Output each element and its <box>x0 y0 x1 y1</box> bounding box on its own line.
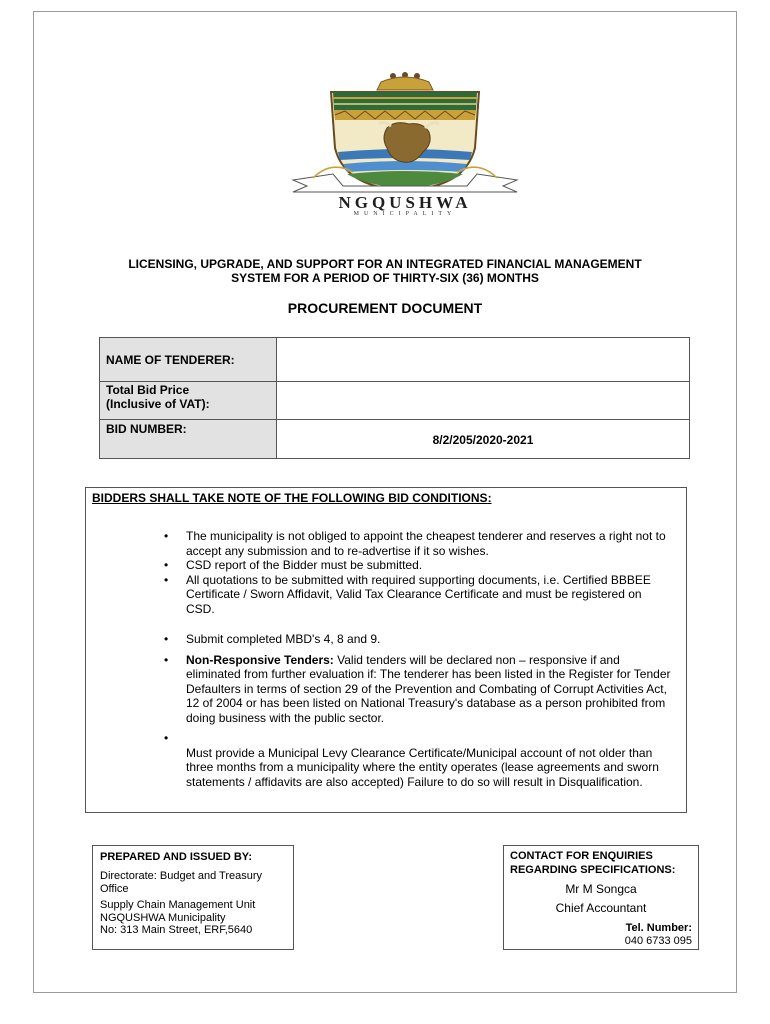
prepared-line-2: Supply Chain Management Unit <box>100 899 256 911</box>
bid-conditions-box <box>85 487 687 813</box>
crest-name-text: NGQUSHWA <box>338 193 472 212</box>
table-row-bid-number <box>100 420 690 459</box>
non-responsive-heading: Non-Responsive Tenders: <box>186 652 334 667</box>
levy-clearance-text: Must provide a Municipal Levy Clearance Certificate/Municipal account of not older than three months from a municipality where the entity operates (lease agreements and sworn statements / affidavits are also accepted) Failure to do so will result in Disqualification. <box>186 745 659 789</box>
bid-price-label-line2: (Inclusive of VAT): <box>106 397 210 411</box>
crest-subtitle-text: MUNICIPALITY <box>353 211 457 217</box>
contact-box <box>503 845 699 950</box>
prepared-line-3: NGQUSHWA Municipality <box>100 911 226 924</box>
title-line-2: SYSTEM FOR A PERIOD OF THIRTY-SIX (36) MONTHS <box>231 271 539 285</box>
tenderer-value-field[interactable] <box>277 338 690 382</box>
municipal-crest-logo <box>283 68 527 218</box>
conditions-list <box>186 529 672 789</box>
tel-label: Tel. Number: <box>625 922 692 934</box>
non-responsive-text: Valid tenders will be declared non – responsive if and eliminated from further evaluation if: The tenderer has been listed in the Register for Tender Defaulters in terms of section 29 of the Prevention and Combating of Corrupt Activities Act, 12 of 2004 or has been listed on National Treasury's database as a person prohibited from doing business with the public sector. <box>186 652 671 725</box>
tenderer-label: NAME OF TENDERER: <box>100 338 277 382</box>
crest-icon <box>283 68 527 193</box>
list-item: • All quotations to be submitted with required supporting documents, i.e. Certified BBBEE Certificate / Sworn Affidavit, Valid Tax Clearance Certificate and must be registered on CSD. <box>186 573 672 617</box>
bid-price-label <box>100 382 277 420</box>
list-item: • CSD report of the Bidder must be submitted. <box>186 558 672 573</box>
prepared-heading: PREPARED AND ISSUED BY: <box>100 851 252 863</box>
contact-name: Mr M Songca <box>565 882 637 896</box>
document-title <box>83 257 687 285</box>
list-item <box>186 653 672 726</box>
prepared-line-4: No: 313 Main Street, ERF,5640 <box>100 924 253 936</box>
tel-value: 040 6733 095 <box>624 934 692 947</box>
title-line-1: LICENSING, UPGRADE, AND SUPPORT FOR AN INTEGRATED FINANCIAL MANAGEMENT <box>128 257 642 271</box>
contact-heading: CONTACT FOR ENQUIRIES REGARDING SPECIFICATIONS: <box>510 850 676 876</box>
bid-number-value: 8/2/205/2020-2021 <box>277 420 690 459</box>
conditions-heading-text: BIDDERS SHALL TAKE NOTE OF THE FOLLOWING BID CONDITIONS <box>92 491 488 505</box>
tender-info-table <box>99 337 690 459</box>
table-row-tenderer <box>100 338 690 382</box>
document-subtitle: PROCUREMENT DOCUMENT <box>287 300 483 316</box>
contact-position: Chief Accountant <box>555 901 647 915</box>
prepared-line-1: Directorate: Budget and Treasury Office <box>100 870 263 895</box>
conditions-heading-colon: : <box>487 491 492 505</box>
list-item: • Submit completed MBD's 4, 8 and 9. <box>186 632 672 647</box>
table-row-bid-price <box>100 382 690 420</box>
bid-price-value-field[interactable] <box>277 382 690 420</box>
list-item: • The municipality is not obliged to appoint the cheapest tenderer and reserves a right not to accept any submission and to re-advertise if it so wishes. <box>186 529 672 558</box>
conditions-heading <box>92 491 492 505</box>
prepared-by-box <box>92 845 294 950</box>
bid-price-label-line1: Total Bid Price <box>106 383 190 397</box>
bid-number-label: BID NUMBER: <box>100 420 277 459</box>
list-item <box>186 731 672 789</box>
